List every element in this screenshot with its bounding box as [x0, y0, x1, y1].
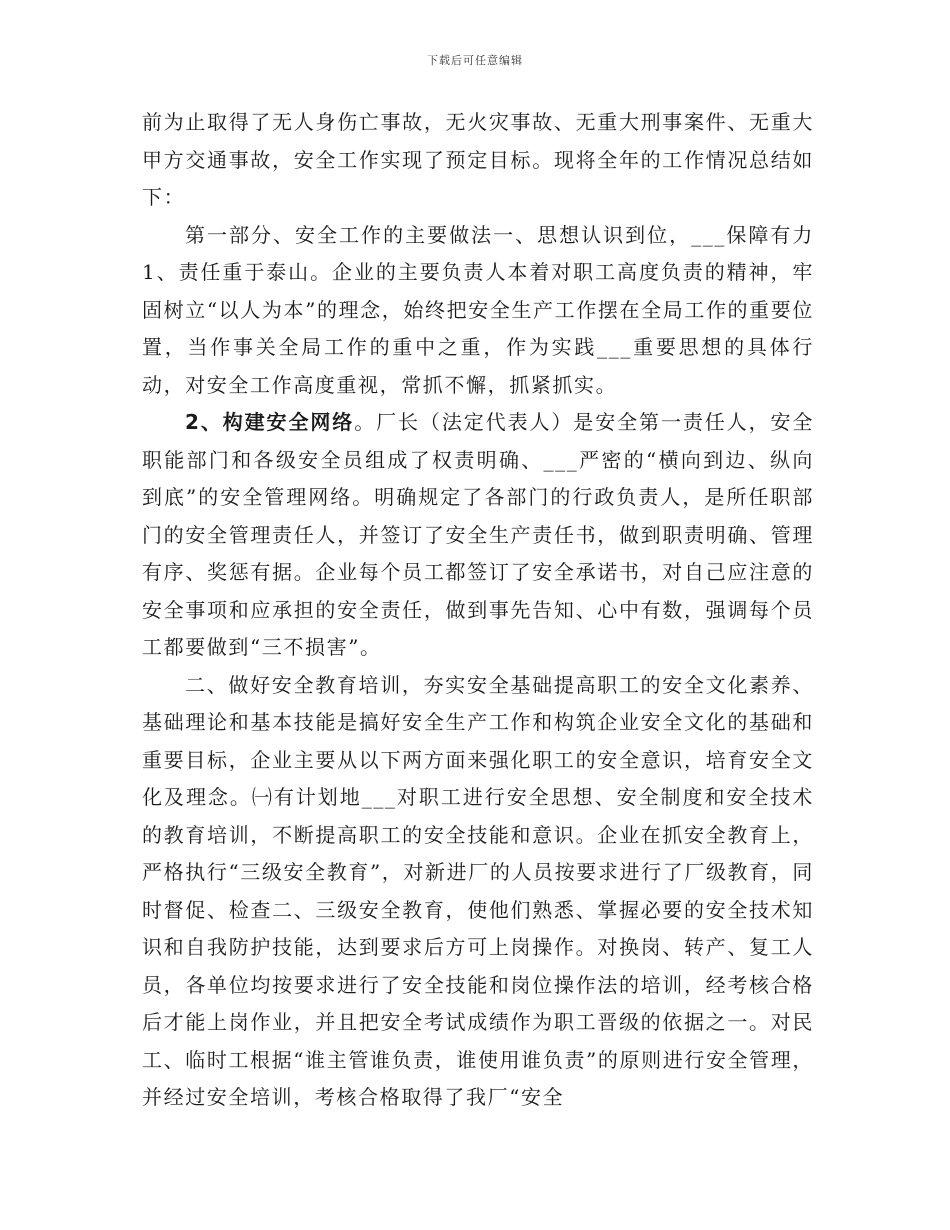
paragraph-section-two: 二、做好安全教育培训，夯实安全基础提高职工的安全文化素养、基础理论和基本技能是搞好安全生产工作和构筑企业安全文化的基础和重要目标，企业主要从以下两方面来强化职工的安全意识，培育安全文化及理念。㈠有计划地___对职工进行安全思想、安全制度和安全技术的教育培训，不断提高职工的安全技能和意识。企业在抓安全教育上，严格执行“三级安全教育”，对新进厂的人员按要求进行了厂级教育，同时督促、检查二、三级安全教育，使他们熟悉、掌握必要的安全技术知识和自我防护技能，达到要求后方可上岗操作。对换岗、转产、复工人员，各单位均按要求进行了安全技能和岗位操作法的培训，经考核合格后才能上岗作业，并且把安全考试成绩作为职工晋级的依据之一。对民工、临时工根据“谁主管谁负责，谁使用谁负责”的原则进行安全管理，并经过安全培训，考核合格取得了我厂“安全	[142, 672, 814, 1109]
paragraph-lead-heading: 2、构建安全网络	[185, 410, 355, 434]
document-body	[142, 104, 814, 1117]
page-header: 下载后可任意编辑	[427, 54, 523, 67]
paragraph-safety-network	[142, 404, 814, 667]
paragraph-section-one: 第一部分、安全工作的主要做法一、思想认识到位，___保障有力1、责任重于泰山。企业的主要负责人本着对职工高度负责的精神，牢固树立“以人为本”的理念，始终把安全生产工作摆在全局工作的重要位置，当作事关全局工作的重中之重，作为实践___重要思想的具体行动，对安全工作高度重视，常抓不懈，抓紧抓实。	[142, 222, 814, 397]
paragraph-intro: 前为止取得了无人身伤亡事故，无火灾事故、无重大刑事案件、无重大甲方交通事故，安全工作实现了预定目标。现将全年的工作情况总结如下：	[142, 110, 814, 209]
paragraph-body-text: 。厂长（法定代表人）是安全第一责任人，安全职能部门和各级安全员组成了权责明确、___严密的“横向到边、纵向到底”的安全管理网络。明确规定了各部门的行政负责人，是所任职部门的安全管理责任人，并签订了安全生产责任书，做到职责明确、管理有序、奖惩有据。企业每个员工都签订了安全承诺书，对自己应注意的安全事项和应承担的安全责任，做到事先告知、心中有数，强调每个员工都要做到“三不损害”。	[142, 410, 814, 659]
